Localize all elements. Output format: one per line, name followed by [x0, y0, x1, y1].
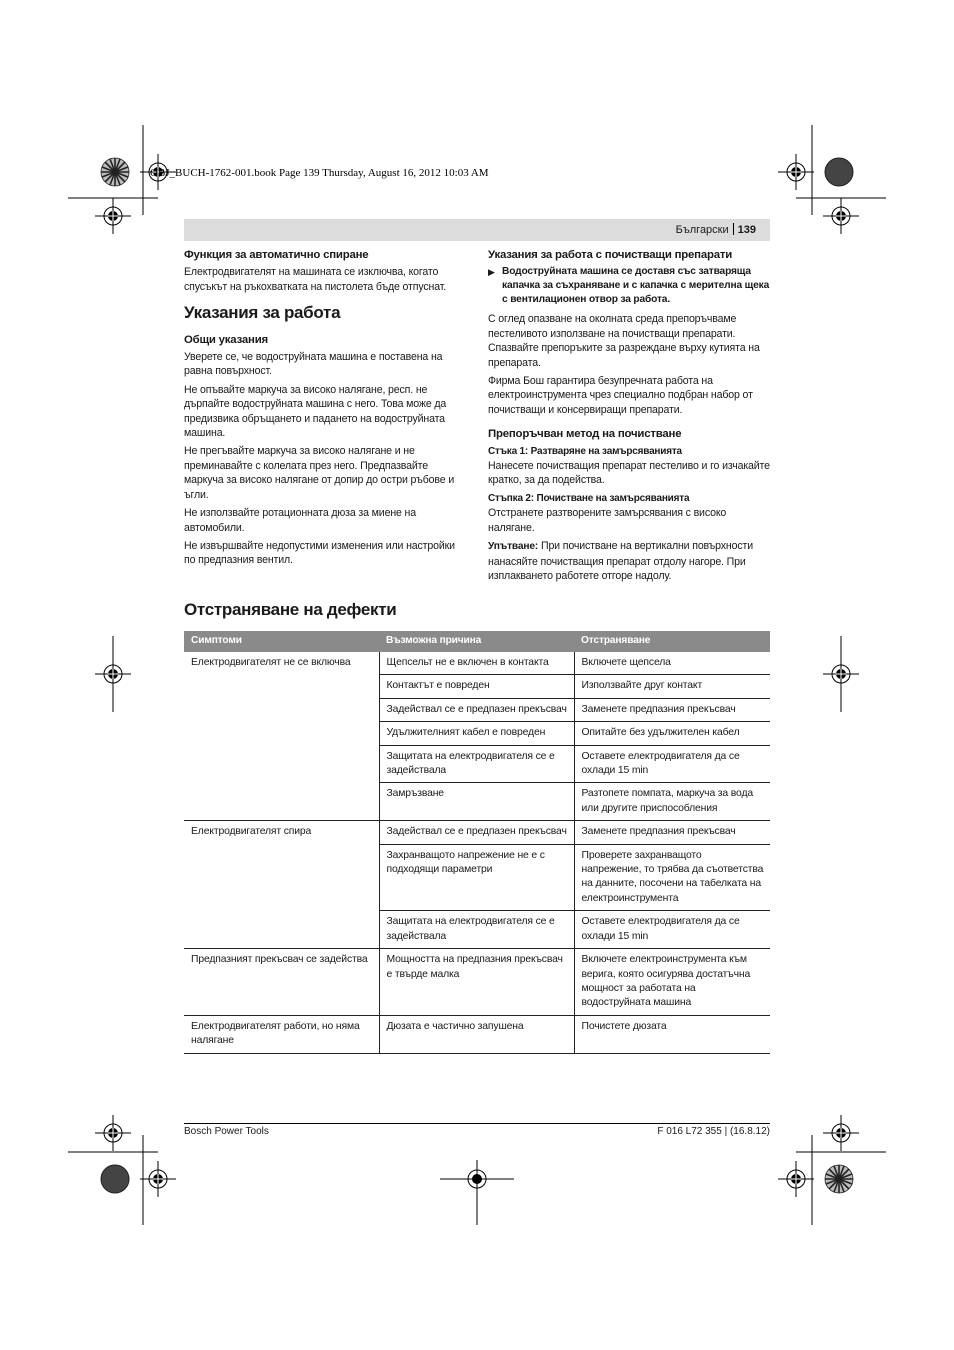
header-separator	[733, 223, 734, 235]
general-paragraph: Не използвайте ротационната дюза за миене на автомобили.	[184, 507, 416, 534]
bullet-text: Водоструйната машина се доставя със затваряща капачка за съхраняване и с капачка с мерителна щека с вентилационен отвор за работа.	[502, 266, 770, 306]
general-paragraph: Не извършвайте недопустими изменения или настройки по предпазния вентил.	[184, 539, 455, 567]
remedy-cell: Оставете електродвигателя да се охлади 15 min	[574, 745, 770, 783]
tip-text: При почистване на вертикални повърхности нанасяйте почистващия препарат отдолу нагоре. При изплакването работете отгоре надолу.	[488, 540, 753, 582]
remedy-cell: Почистете дюзата	[574, 1015, 770, 1053]
symptom-cell: Електродвигателят спира	[184, 821, 379, 949]
auto-stop-heading: Функция за автоматично спиране	[184, 249, 369, 261]
footer-rule	[184, 1123, 770, 1124]
book-info: OBJ_BUCH-1762-001.book Page 139 Thursday, August 16, 2012 10:03 AM	[150, 167, 489, 179]
table-body	[184, 652, 770, 1053]
symptom-cell: Електродвигателят не се включва	[184, 652, 379, 821]
footer-doc-code: F 016 L72 355 | (16.8.12)	[657, 1126, 770, 1137]
page-header	[184, 219, 770, 241]
remedy-cell: Включете електроинструмента към верига, която осигурява достатъчна мощност за работата на водоструйната машина	[574, 949, 770, 1016]
remedy-cell: Разтопете помпата, маркуча за вода или другите приспособления	[574, 783, 770, 821]
cause-cell: Задействал се е предпазен прекъсвач	[379, 821, 574, 844]
column-header-remedy: Отстраняване	[574, 631, 770, 652]
symptom-cell: Електродвигателят работи, но няма налягане	[184, 1015, 379, 1053]
remedy-cell: Използвайте друг контакт	[574, 675, 770, 698]
remedy-cell: Заменете предпазния прекъсвач	[574, 821, 770, 844]
symptom-cell: Предпазният прекъсвач се задейства	[184, 949, 379, 1016]
work-notes-title: Указания за работа	[184, 303, 341, 323]
troubleshooting-title: Отстраняване на дефекти	[184, 600, 397, 619]
cleaning-paragraph: С оглед опазване на околната среда препоръчваме пестеливото използване на почистващи препарати. Спазвайте препоръките за разреждане върху кутията на препарата.	[488, 313, 760, 369]
header-language: Български	[675, 224, 729, 236]
cause-cell: Захранващото напрежение не е с подходящи параметри	[379, 844, 574, 911]
general-paragraph: Не опъвайте маркуча за високо налягане, респ. не дърпайте водоструйната машина с него. Това може да предизвика обръщането и падането на водоструйната машина.	[184, 383, 447, 440]
header-text	[676, 223, 756, 236]
tip-label: Упътване:	[488, 541, 539, 553]
cause-cell: Задействал се е предпазен прекъсвач	[379, 698, 574, 721]
step2-text: Отстранете разтворените замърсявания с високо налягане.	[488, 507, 727, 534]
cleaning-agents-bullet	[488, 265, 770, 307]
remedy-cell: Проверете захранващото напрежение, то трябва да съответства на данните, посочени на табелката на електроинструмента	[574, 844, 770, 911]
recommended-heading: Препоръчван метод на почистване	[488, 428, 682, 441]
remedy-cell: Включете щепсела	[574, 652, 770, 675]
cause-cell: Защитата на електродвигателя се е задействала	[379, 911, 574, 949]
page-number: 139	[737, 224, 756, 236]
remedy-cell: Заменете предпазния прекъсвач	[574, 698, 770, 721]
table-header-row	[184, 631, 770, 652]
right-column	[488, 248, 770, 587]
step1-text: Нанесете почистващия препарат пестеливо и го изчакайте кратко, за да подейства.	[488, 460, 770, 487]
general-heading: Общи указания	[184, 333, 268, 346]
table-row	[184, 821, 770, 844]
cause-cell: Дюзата е частично запушена	[379, 1015, 574, 1053]
step2-title: Стъпка 2: Почистване на замърсяванията	[488, 492, 690, 504]
cause-cell: Защитата на електродвигателя се е задействала	[379, 745, 574, 783]
cause-cell: Мощността на предпазния прекъсвач е твърде малка	[379, 949, 574, 1016]
table-row	[184, 1015, 770, 1053]
general-paragraph: Не прегъвайте маркуча за високо налягане и не преминавайте с колелата през него. Предпазвайте маркуча за високо налягане от допир до остри ръбове и ъгли.	[184, 445, 455, 501]
troubleshooting-table	[184, 631, 770, 1054]
cause-cell: Замръзване	[379, 783, 574, 821]
auto-stop-text: Електродвигателят на машината се изключва, когато спусъкът на ръкохватката на пистолета бъде отпуснат.	[184, 266, 447, 293]
cleaning-agents-heading: Указания за работа с почистващи препарати	[488, 249, 733, 261]
column-header-symptoms: Симптоми	[184, 631, 379, 652]
step1-title: Стъка 1: Разтваряне на замърсяванията	[488, 445, 682, 457]
left-column	[184, 248, 466, 572]
cleaning-paragraph: Фирма Бош гарантира безупречната работа на електроинструмента чрез специално подбран набор от почистващи и консервиращи препарати.	[488, 375, 753, 416]
cause-cell: Удължителният кабел е повреден	[379, 722, 574, 745]
table-row	[184, 949, 770, 1016]
tip-paragraph	[488, 539, 770, 583]
general-paragraph: Уверете се, че водоструйната машина е поставена на равна повърхност.	[184, 351, 443, 378]
remedy-cell: Опитайте без удължителен кабел	[574, 722, 770, 745]
table-row	[184, 652, 770, 675]
footer-brand: Bosch Power Tools	[184, 1126, 269, 1137]
cause-cell: Контактът е повреден	[379, 675, 574, 698]
cause-cell: Щепсельт не е включен в контакта	[379, 652, 574, 675]
bullet-triangle-icon: ▶	[488, 267, 495, 278]
column-header-cause: Възможна причина	[379, 631, 574, 652]
remedy-cell: Оставете електродвигателя да се охлади 15 min	[574, 911, 770, 949]
